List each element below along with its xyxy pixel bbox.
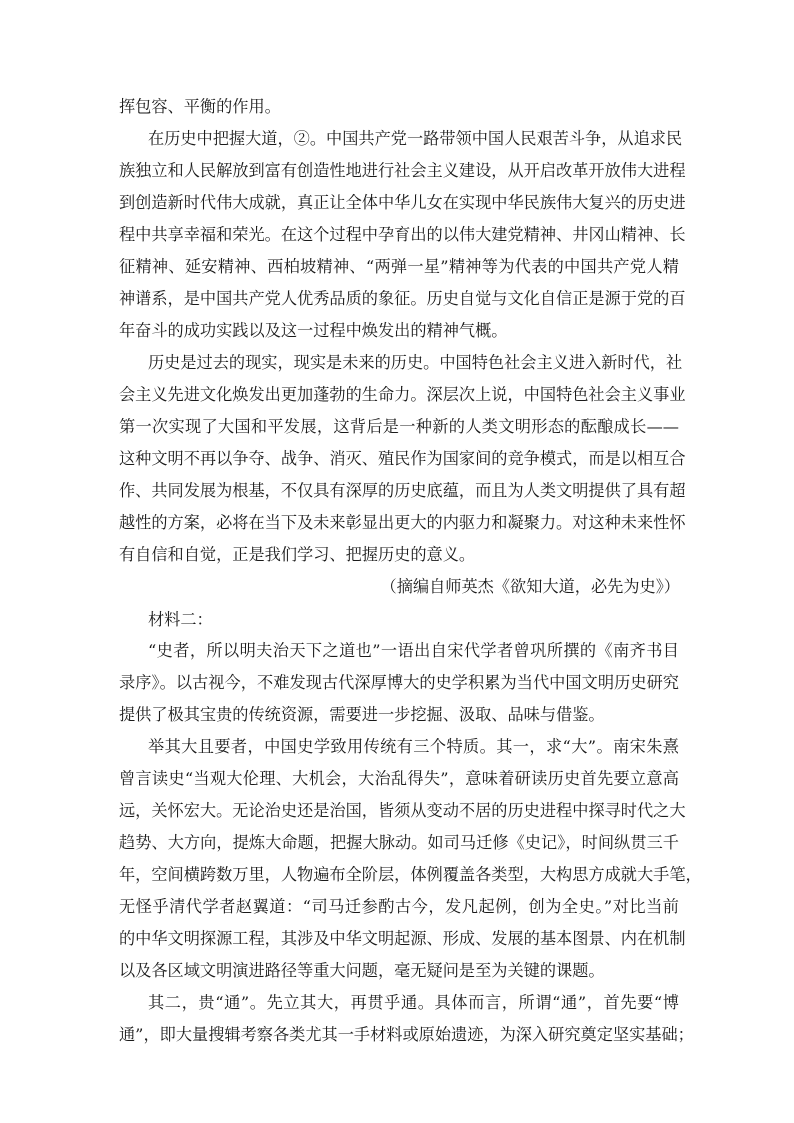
text-line: 录序》。以古视今，不难发现古代深厚博大的史学积累为当代中国文明历史研究 xyxy=(119,673,679,692)
text-line: “史者，所以明夫治天下之道也”一语出自宋代学者曾巩所撰的《南齐书目 xyxy=(148,641,679,660)
text-line: 的中华文明探源工程，其涉及中华文明起源、形成、发展的基本图景、内在机制 xyxy=(119,929,686,948)
text-line: 到创造新时代伟大成就，真正让全体中华儿女在实现中华民族伟大复兴的历史进 xyxy=(119,193,686,212)
text-line: 通”，即大量搜辑考察各类尤其一手材料或原始遗迹，为深入研究奠定坚实基础； xyxy=(119,1025,694,1044)
text-line: 趋势、大方向，提炼大命题，把握大脉动。如司马迁修《史记》，时间纵贯三千 xyxy=(119,833,679,852)
text-line: 会主义先进文化焕发出更加蓬勃的生命力。深层次上说，中国特色社会主义事业 xyxy=(119,385,686,404)
text-line: 征精神、延安精神、西柏坡精神、“两弹一星”精神等为代表的中国共产党人精 xyxy=(119,257,679,276)
text-line: 举其大且要者，中国史学致用传统有三个特质。其一，求“大”。南宋朱熹 xyxy=(148,737,679,756)
text-line: 历史是过去的现实，现实是未来的历史。中国特色社会主义进入新时代，社 xyxy=(148,353,683,372)
section-heading: 材料二： xyxy=(148,610,213,629)
text-line: 其二，贵“通”。先立其大，再贯乎通。具体而言，所谓“通”，首先要“博 xyxy=(148,993,679,1012)
text-line: 族独立和人民解放到富有创造性地进行社会主义建设，从开启改革开放伟大进程 xyxy=(119,161,686,180)
text-line: 越性的方案，必将在当下及未来彰显出更大的内驱力和凝聚力。对这种未来性怀 xyxy=(119,513,686,532)
text-line: 作、共同发展为根基，不仅具有深厚的历史底蕴，而且为人类文明提供了具有超 xyxy=(119,481,686,500)
text-line: 年，空间横跨数万里，人物遍布全阶层，体例覆盖各类型，大构思方成就大手笔， xyxy=(119,865,702,884)
text-line: 曾言读史“当观大伦理、大机会，大治乱得失”，意味着研读历史首先要立意高 xyxy=(119,769,679,788)
text-line: 程中共享幸福和荣光。在这个过程中孕育出的以伟大建党精神、井冈山精神、长 xyxy=(119,225,686,244)
text-line: 以及各区域文明演进路径等重大问题，毫无疑问是至为关键的课题。 xyxy=(119,961,605,980)
text-line: 神谱系，是中国共产党人优秀品质的象征。历史自觉与文化自信正是源于党的百 xyxy=(119,289,686,308)
text-line: 挥包容、平衡的作用。 xyxy=(119,97,281,116)
text-line: 提供了极其宝贵的传统资源，需要进一步挖掘、汲取、品味与借鉴。 xyxy=(119,705,605,724)
text-line: 有自信和自觉，正是我们学习、把握历史的意义。 xyxy=(119,545,476,564)
source-citation: （摘编自师英杰《欲知大道，必先为史》） xyxy=(380,577,680,596)
text-line: 无怪乎清代学者赵翼道：“司马迁参酌古今，发凡起例，创为全史。”对比当前 xyxy=(119,897,679,916)
text-line: 这种文明不再以争夺、战争、消灭、殖民作为国家间的竞争模式，而是以相互合 xyxy=(119,449,686,468)
text-line: 在历史中把握大道，②。中国共产党一路带领中国人民艰苦斗争，从追求民 xyxy=(148,129,683,148)
text-line: 年奋斗的成功实践以及这一过程中焕发出的精神气概。 xyxy=(119,321,508,340)
text-line: 远，关怀宏大。无论治史还是治国，皆须从变动不居的历史进程中探寻时代之大 xyxy=(119,801,686,820)
text-line: 第一次实现了大国和平发展，这背后是一种新的人类文明形态的酝酿成长—— xyxy=(119,417,679,436)
